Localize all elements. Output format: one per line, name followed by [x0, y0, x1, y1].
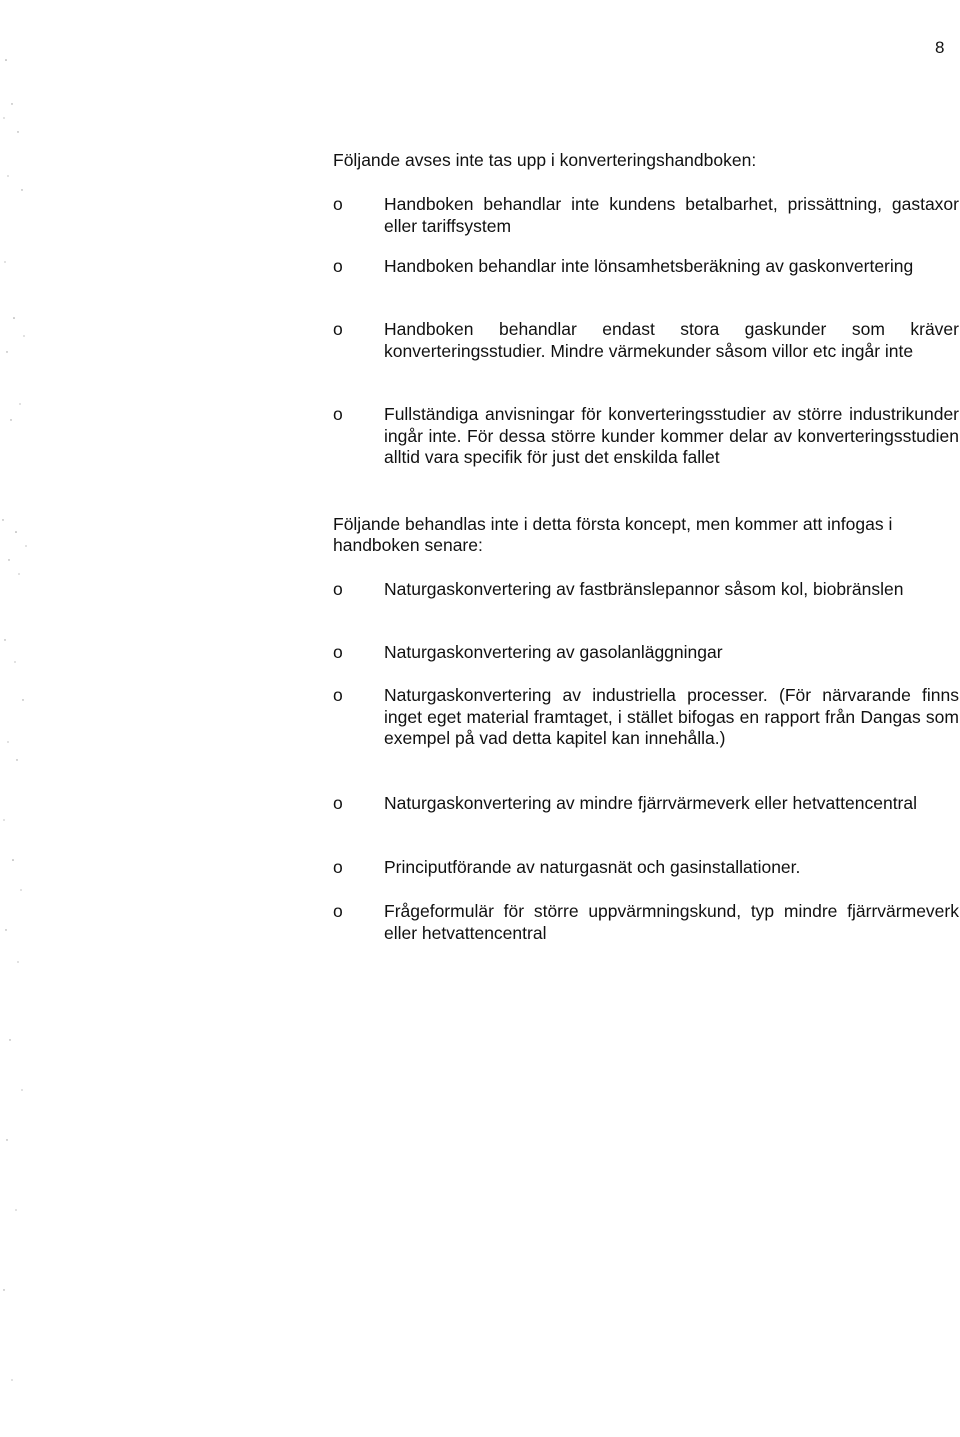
bullet-icon: o [333, 901, 343, 921]
list-item-text: Principutförande av naturgasnät och gasinstallationer. [384, 857, 801, 877]
bullet-icon: o [333, 642, 343, 662]
bullet-icon: o [333, 793, 343, 813]
list-item-text: Fullständiga anvisningar för konverteringsstudier av större industrikunder ingår inte. För dessa större kunder kommer delar av konverteringsstudien alltid vara specifik för just det enskilda fallet [384, 404, 959, 467]
bullet-icon: o [333, 194, 343, 214]
list-item-text: Naturgaskonvertering av gasolanläggningar [384, 642, 723, 662]
list-item-text: Naturgaskonvertering av mindre fjärrvärmeverk eller hetvattencentral [384, 793, 918, 813]
section-2-heading: Följande behandlas inte i detta första koncept, men kommer att infogas i handboken senare: [333, 514, 893, 555]
bullet-icon: o [333, 319, 343, 339]
section-1-heading: Följande avses inte tas upp i konverteringshandboken: [333, 150, 757, 170]
scan-noise [0, 0, 60, 1437]
list-item-text: Naturgaskonvertering av industriella processer. (För närvarande finns inget eget material framtaget, i stället bifogas en rapport från Dangas som exempel på vad detta kapitel kan innehålla.) [384, 685, 959, 748]
bullet-icon: o [333, 857, 343, 877]
bullet-icon: o [333, 256, 343, 276]
list-item-text: Handboken behandlar endast stora gaskunder som kräver konverteringsstudier. Mindre värmekunder såsom villor etc ingår inte [384, 319, 959, 361]
page-number: 8 [935, 38, 945, 57]
list-item-text: Naturgaskonvertering av fastbränslepannor såsom kol, biobränslen [384, 579, 904, 599]
list-item-text: Handboken behandlar inte kundens betalbarhet, prissättning, gastaxor eller tariffsystem [384, 194, 959, 236]
bullet-icon: o [333, 685, 343, 705]
list-item-text: Frågeformulär för större uppvärmningskund, typ mindre fjärrvärmeverk eller hetvattencentral [384, 901, 959, 943]
bullet-icon: o [333, 579, 343, 599]
list-item-text: Handboken behandlar inte lönsamhetsberäkning av gaskonvertering [384, 256, 914, 276]
bullet-icon: o [333, 404, 343, 424]
